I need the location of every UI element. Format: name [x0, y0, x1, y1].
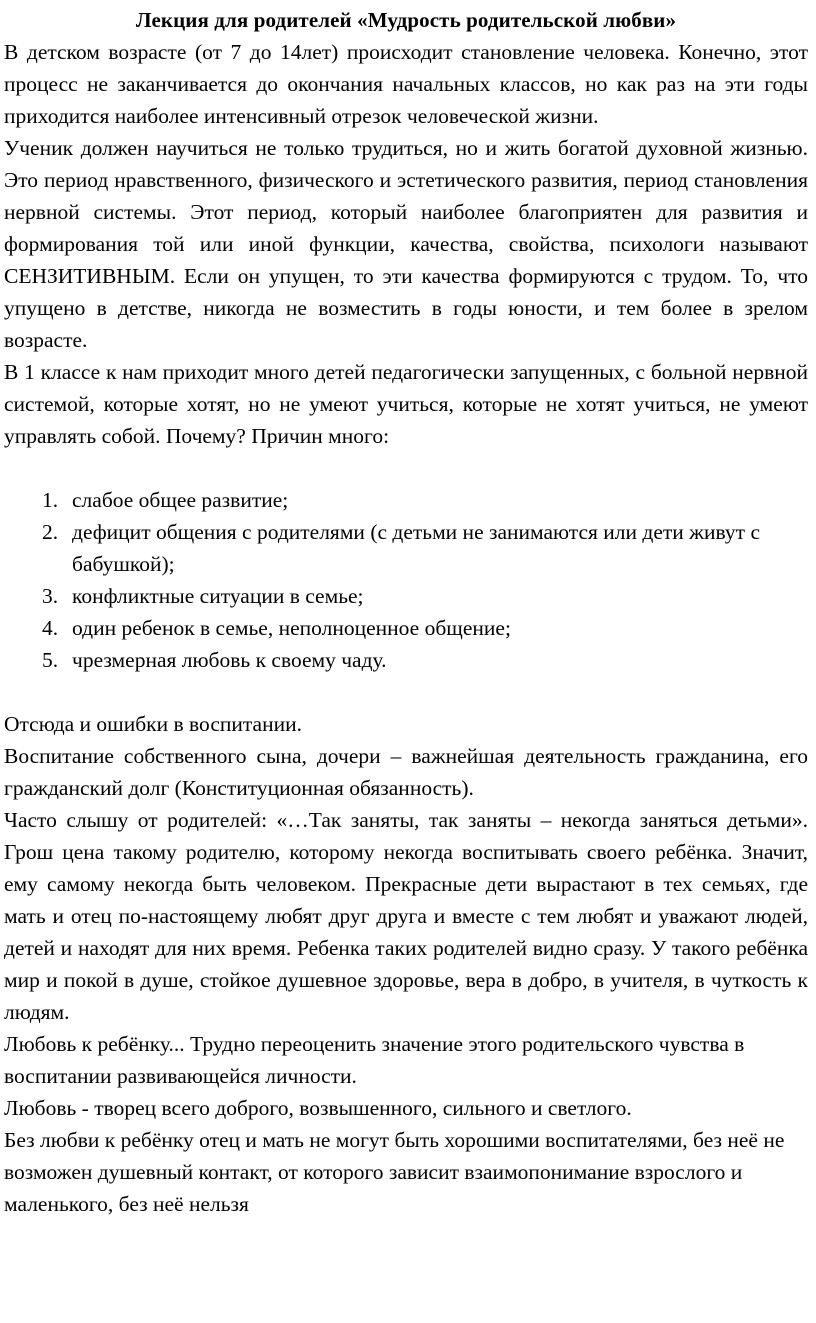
list-item: один ребенок в семье, неполноценное общение; — [72, 616, 511, 640]
paragraph-intro: В детском возрасте (от 7 до 14лет) происходит становление человека. Конечно, этот процесс не заканчивается до окончания начальных классов, но как раз на эти годы приходится наиболее интенсивный отрезок человеческой жизни. — [4, 40, 808, 128]
paragraph-civic-duty: Воспитание собственного сына, дочери – важнейшая деятельность гражданина, его гражданский долг (Конституционная обязанность). — [4, 744, 808, 800]
paragraph-busy-parents: Часто слышу от родителей: «…Так заняты, так заняты – некогда заняться детьми». Грош цена такому родителю, которому некогда воспитывать своего ребёнка. Значит, ему самому некогда быть человеком. Прекрасные дети вырастают в тех семьях, где мать и отец по-настоящему любят друг друга и вместе с тем любят и уважают людей, детей и находят для них время. Ребенка таких родителей видно сразу. У такого ребёнка мир и покой в душе, стойкое душевное здоровье, вера в добро, в учителя, в чуткость к людям. — [4, 808, 808, 1024]
list-item: чрезмерная любовь к своему чаду. — [72, 648, 387, 672]
paragraph-love-creator: Любовь - творец всего доброго, возвышенного, сильного и светлого. — [4, 1096, 632, 1120]
paragraph-without-love: Без любви к ребёнку отец и мать не могут быть хорошими воспитателями, без неё не возможен душевный контакт, от которого зависит взаимопонимание взрослого и маленького, без неё нельзя — [4, 1128, 785, 1216]
list-bottom-spacer — [4, 676, 808, 708]
list-item: дефицит общения с родителями (с детьми не занимаются или дети живут с бабушкой); — [72, 520, 760, 576]
paragraph-love-for-child: Любовь к ребёнку... Трудно переоценить значение этого родительского чувства в воспитании развивающейся личности. — [4, 1032, 745, 1088]
page-title: Лекция для родителей «Мудрость родительской любви» — [135, 8, 677, 32]
list-item: слабое общее развитие; — [72, 488, 289, 512]
list-top-spacer — [4, 452, 808, 484]
paragraph-mistakes: Отсюда и ошибки в воспитании. — [4, 712, 302, 736]
paragraph-reasons-intro: В 1 классе к нам приходит много детей педагогически запущенных, с больной нервной системой, которые хотят, но не умеют учиться, которые не хотят учиться, не умеют управлять собой. Почему? Причин много: — [4, 360, 808, 448]
reasons-list — [4, 484, 808, 676]
paragraph-sensitive-period: Ученик должен научиться не только трудиться, но и жить богатой духовной жизнью. Это период нравственного, физического и эстетического развития, период становления нервной системы. Этот период, который наиболее благоприятен для развития и формирования той или иной функции, качества, свойства, психологи называют СЕНЗИТИВНЫМ. Если он упущен, то эти качества формируются с трудом. То, что упущено в детстве, никогда не возместить в годы юности, и тем более в зрелом возрасте. — [4, 136, 808, 352]
list-item: конфликтные ситуации в семье; — [72, 584, 364, 608]
